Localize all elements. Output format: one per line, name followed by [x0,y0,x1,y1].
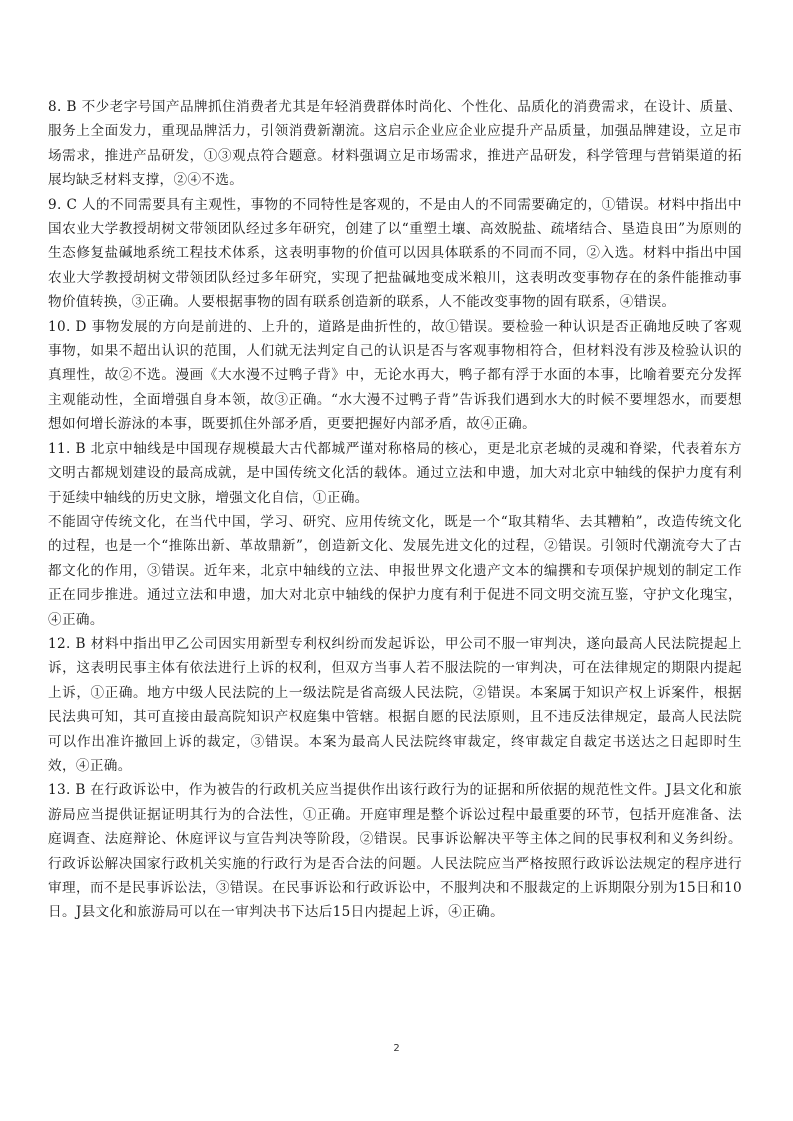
answer-12-paragraph: 12. B 材料中指出甲乙公司因实用新型专利权纠纷而发起诉讼，甲公司不服一审判决，遂向最高人民法院提起上诉，这表明民事主体有依法进行上诉的权利，但双方当事人若不服法院的一审判决，可在法律规定的期限内提起上诉，①正确。地方中级人民法院的上一级法院是省高级人民法院，②错误。本案属于知识产权上诉案件，根据民法典可知，其可直接由最高院知识产权庭集中管辖。根据自愿的民法原则，且不违反法律规定，最高人民法院可以作出准许撤回上诉的裁定，③错误。本案为最高人民法院终审裁定，终审裁定自裁定书送达之日起即时生效，④正确。 [48,635,742,774]
page-number: 2 [393,1043,400,1054]
answer-explanations [48,95,742,925]
answer-11-paragraph: 11. B 北京中轴线是中国现存规模最大古代都城严谨对称格局的核心，更是北京老城的灵魂和脊梁，代表着东方文明古都规划建设的最高成就，是中国传统文化活的载体。通过立法和申遗，加大对北京中轴线的保护力度有利于延续中轴线的历史文脉，增强文化自信，①正确。 [48,440,742,506]
answer-9-paragraph: 9. C 人的不同需要具有主观性，事物的不同特性是客观的，不是由人的不同需要确定的，①错误。材料中指出中国农业大学教授胡树文带领团队经过多年研究，创建了以“重塑土壤、高效脱盐、疏堵结合、垦造良田”为原则的生态修复盐碱地系统工程技术体系，这表明事物的价值可以因具体联系的不同而不同，②入选。材料中指出中国农业大学教授胡树文带领团队经过多年研究，实现了把盐碱地变成米粮川，这表明改变事物存在的条件能推动事物价值转换，③正确。人要根据事物的固有联系创造新的联系，人不能改变事物的固有联系，④错误。 [48,196,742,311]
answer-10-paragraph: 10. D 事物发展的方向是前进的、上升的，道路是曲折性的，故①错误。要检验一种认识是否正确地反映了客观事物，如果不超出认识的范围，人们就无法判定自己的认识是否与客观事物相符合，但材料没有涉及检验认识的真理性，故②不选。漫画《大水漫不过鸭子背》中，无论水再大，鸭子都有浮于水面的本事，比喻着要充分发挥主观能动性，全面增强自身本领，故③正确。“水大漫不过鸭子背”告诉我们遇到水大的时候不要埋怨水，而要想想如何增长游泳的本事，既要抓住外部矛盾，更要把握好内部矛盾，故④正确。 [48,318,742,433]
answer-8-paragraph: 8. B 不少老字号国产品牌抓住消费者尤其是年轻消费群体时尚化、个性化、品质化的消费需求，在设计、质量、服务上全面发力，重现品牌活力，引领消费新潮流。这启示企业应企业应提升产品质量，加强品牌建设，立足市场需求，推进产品研发，①③观点符合题意。材料强调立足市场需求，推进产品研发，科学管理与营销渠道的拓展均缺乏材料支撑，②④不选。 [48,99,742,189]
answer-11-continued-paragraph: 不能固守传统文化，在当代中国，学习、研究、应用传统文化，既是一个“取其精华、去其糟粕”，改造传统文化的过程，也是一个“推陈出新、革故鼎新”，创造新文化、发展先进文化的过程，②错误。引领时代潮流夸大了古都文化的作用，③错误。近年来，北京中轴线的立法、申报世界文化遗产文本的编撰和专项保护规划的制定工作正在同步推进。通过立法和申遗，加大对北京中轴线的保护力度有利于促进不同文明交流互鉴，守护文化瑰宝，④正确。 [48,513,742,628]
answer-13-paragraph: 13. B 在行政诉讼中，作为被告的行政机关应当提供作出该行政行为的证据和所依据的规范性文件。J县文化和旅游局应当提供证据证明其行为的合法性，①正确。开庭审理是整个诉讼过程中最重要的环节，包括开庭准备、法庭调查、法庭辩论、休庭评议与宣告判决等阶段，②错误。民事诉讼解决平等主体之间的民事权利和义务纠纷。行政诉讼解决国家行政机关实施的行政行为是否合法的问题。人民法院应当严格按照行政诉讼法规定的程序进行审理，而不是民事诉讼法，③错误。在民事诉讼和行政诉讼中，不服判决和不服裁定的上诉期限分别为15日和10日。J县文化和旅游局可以在一审判决书下达后15日内提起上诉，④正确。 [48,782,742,921]
